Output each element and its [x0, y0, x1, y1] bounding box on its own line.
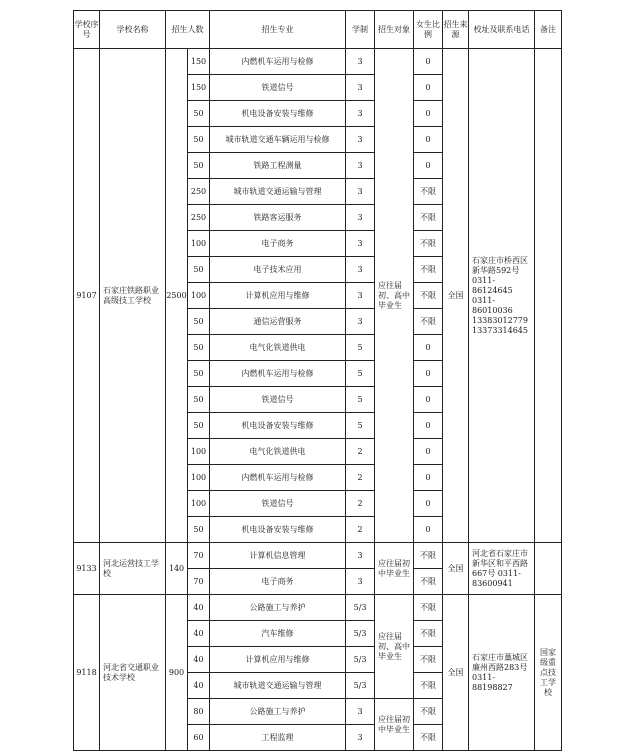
female-ratio: 0	[414, 413, 443, 439]
header-major: 招生专业	[210, 11, 346, 49]
female-ratio: 不限	[414, 647, 443, 673]
major-name: 铁道信号	[210, 491, 346, 517]
major-duration: 3	[346, 257, 375, 283]
header-source: 招生来源	[443, 11, 469, 49]
school-target: 应往届初中毕业生	[375, 543, 414, 595]
school-source: 全国	[443, 49, 469, 543]
school-target: 应往届初、高中毕业生	[375, 49, 414, 543]
female-ratio: 不限	[414, 621, 443, 647]
major-duration: 3	[346, 309, 375, 335]
female-ratio: 不限	[414, 569, 443, 595]
major-duration: 3	[346, 75, 375, 101]
major-count: 80	[188, 699, 210, 725]
school-target: 应往届初中毕业生	[375, 699, 414, 751]
major-name: 汽车维修	[210, 621, 346, 647]
major-name: 电气化铁道供电	[210, 335, 346, 361]
header-total-enrollment: 招生人数	[166, 11, 210, 49]
major-duration: 5/3	[346, 647, 375, 673]
major-count: 50	[188, 309, 210, 335]
school-remarks	[535, 49, 562, 543]
major-duration: 5/3	[346, 595, 375, 621]
major-duration: 2	[346, 465, 375, 491]
major-name: 电气化铁道供电	[210, 439, 346, 465]
major-name: 计算机应用与维修	[210, 283, 346, 309]
major-duration: 3	[346, 205, 375, 231]
major-duration: 3	[346, 127, 375, 153]
major-name: 内燃机车运用与检修	[210, 49, 346, 75]
major-count: 250	[188, 179, 210, 205]
major-duration: 3	[346, 283, 375, 309]
major-duration: 3	[346, 231, 375, 257]
major-count: 150	[188, 75, 210, 101]
major-name: 公路施工与养护	[210, 699, 346, 725]
header-school-name: 学校名称	[100, 11, 166, 49]
female-ratio: 不限	[414, 257, 443, 283]
major-count: 50	[188, 335, 210, 361]
table-row	[74, 595, 562, 621]
female-ratio: 0	[414, 335, 443, 361]
female-ratio: 0	[414, 127, 443, 153]
major-duration: 3	[346, 49, 375, 75]
female-ratio: 0	[414, 491, 443, 517]
major-count: 50	[188, 517, 210, 543]
female-ratio: 不限	[414, 725, 443, 751]
major-name: 内燃机车运用与检修	[210, 361, 346, 387]
female-ratio: 0	[414, 153, 443, 179]
table-row	[74, 49, 562, 75]
major-name: 机电设备安装与维修	[210, 101, 346, 127]
major-count: 40	[188, 595, 210, 621]
header-target: 招生对象	[375, 11, 414, 49]
major-name: 铁路客运服务	[210, 205, 346, 231]
major-duration: 2	[346, 517, 375, 543]
school-name: 石家庄铁路职业高级技工学校	[100, 49, 166, 543]
major-duration: 3	[346, 543, 375, 569]
major-name: 机电设备安装与维修	[210, 517, 346, 543]
total-enrollment: 2500	[166, 49, 188, 543]
major-count: 50	[188, 413, 210, 439]
female-ratio: 0	[414, 465, 443, 491]
major-name: 电子商务	[210, 231, 346, 257]
major-count: 40	[188, 647, 210, 673]
major-name: 城市轨道交通运输与管理	[210, 179, 346, 205]
major-count: 50	[188, 153, 210, 179]
major-count: 40	[188, 621, 210, 647]
major-duration: 5/3	[346, 621, 375, 647]
school-source: 全国	[443, 595, 469, 751]
major-name: 铁路工程测量	[210, 153, 346, 179]
enrollment-document	[73, 10, 562, 751]
major-duration: 3	[346, 569, 375, 595]
header-remarks: 备注	[535, 11, 562, 49]
female-ratio: 不限	[414, 205, 443, 231]
school-name: 河北省交通职业技术学校	[100, 595, 166, 751]
major-name: 计算机应用与维修	[210, 647, 346, 673]
female-ratio: 不限	[414, 309, 443, 335]
major-duration: 3	[346, 153, 375, 179]
female-ratio: 0	[414, 517, 443, 543]
female-ratio: 不限	[414, 673, 443, 699]
major-duration: 3	[346, 699, 375, 725]
school-id: 9133	[74, 543, 100, 595]
major-name: 城市轨道交通运输与管理	[210, 673, 346, 699]
school-source: 全国	[443, 543, 469, 595]
major-count: 40	[188, 673, 210, 699]
school-target: 应往届初、高中毕业生	[375, 595, 414, 699]
major-count: 50	[188, 127, 210, 153]
major-duration: 5	[346, 361, 375, 387]
school-id: 9118	[74, 595, 100, 751]
major-duration: 2	[346, 491, 375, 517]
major-duration: 3	[346, 179, 375, 205]
female-ratio: 0	[414, 75, 443, 101]
school-address-phone: 河北省石家庄市新华区和平西路667号 0311-83600941	[469, 543, 535, 595]
major-duration: 5/3	[346, 673, 375, 699]
major-name: 计算机信息管理	[210, 543, 346, 569]
major-count: 250	[188, 205, 210, 231]
major-count: 100	[188, 465, 210, 491]
major-count: 50	[188, 101, 210, 127]
female-ratio: 不限	[414, 179, 443, 205]
major-duration: 2	[346, 439, 375, 465]
school-remarks: 国家级重点技工学校	[535, 595, 562, 751]
major-count: 100	[188, 491, 210, 517]
header-address-phone: 校址及联系电话	[469, 11, 535, 49]
major-name: 铁道信号	[210, 75, 346, 101]
header-duration: 学制	[346, 11, 375, 49]
female-ratio: 0	[414, 387, 443, 413]
major-duration: 5	[346, 387, 375, 413]
major-name: 城市轨道交通车辆运用与检修	[210, 127, 346, 153]
table-row	[74, 543, 562, 569]
school-address-phone: 石家庄市藁城区廉州西路283号 0311-88198827	[469, 595, 535, 751]
school-remarks	[535, 543, 562, 595]
female-ratio: 0	[414, 101, 443, 127]
major-duration: 5	[346, 335, 375, 361]
school-address-phone: 石家庄市桥西区新华路592号 0311-86124645 0311-86010036 13383012779 13373314645	[469, 49, 535, 543]
major-name: 电子商务	[210, 569, 346, 595]
total-enrollment: 900	[166, 595, 188, 751]
female-ratio: 不限	[414, 699, 443, 725]
major-count: 100	[188, 231, 210, 257]
header-school-id: 学校序号	[74, 11, 100, 49]
major-count: 70	[188, 569, 210, 595]
female-ratio: 0	[414, 361, 443, 387]
major-name: 铁道信号	[210, 387, 346, 413]
female-ratio: 0	[414, 439, 443, 465]
major-name: 工程监理	[210, 725, 346, 751]
enrollment-table	[73, 10, 562, 751]
major-count: 100	[188, 283, 210, 309]
major-name: 内燃机车运用与检修	[210, 465, 346, 491]
major-count: 60	[188, 725, 210, 751]
school-name: 河北运营技工学校	[100, 543, 166, 595]
major-count: 50	[188, 387, 210, 413]
female-ratio: 不限	[414, 595, 443, 621]
major-name: 公路施工与养护	[210, 595, 346, 621]
total-enrollment: 140	[166, 543, 188, 595]
table-header-row	[74, 11, 562, 49]
major-count: 50	[188, 257, 210, 283]
major-duration: 3	[346, 725, 375, 751]
female-ratio: 不限	[414, 283, 443, 309]
major-duration: 3	[346, 101, 375, 127]
major-duration: 5	[346, 413, 375, 439]
female-ratio: 不限	[414, 543, 443, 569]
major-name: 电子技术应用	[210, 257, 346, 283]
major-name: 通信运营服务	[210, 309, 346, 335]
header-female-ratio: 女生比例	[414, 11, 443, 49]
major-count: 150	[188, 49, 210, 75]
major-count: 70	[188, 543, 210, 569]
female-ratio: 不限	[414, 231, 443, 257]
major-name: 机电设备安装与维修	[210, 413, 346, 439]
female-ratio: 0	[414, 49, 443, 75]
school-id: 9107	[74, 49, 100, 543]
major-count: 50	[188, 361, 210, 387]
major-count: 100	[188, 439, 210, 465]
